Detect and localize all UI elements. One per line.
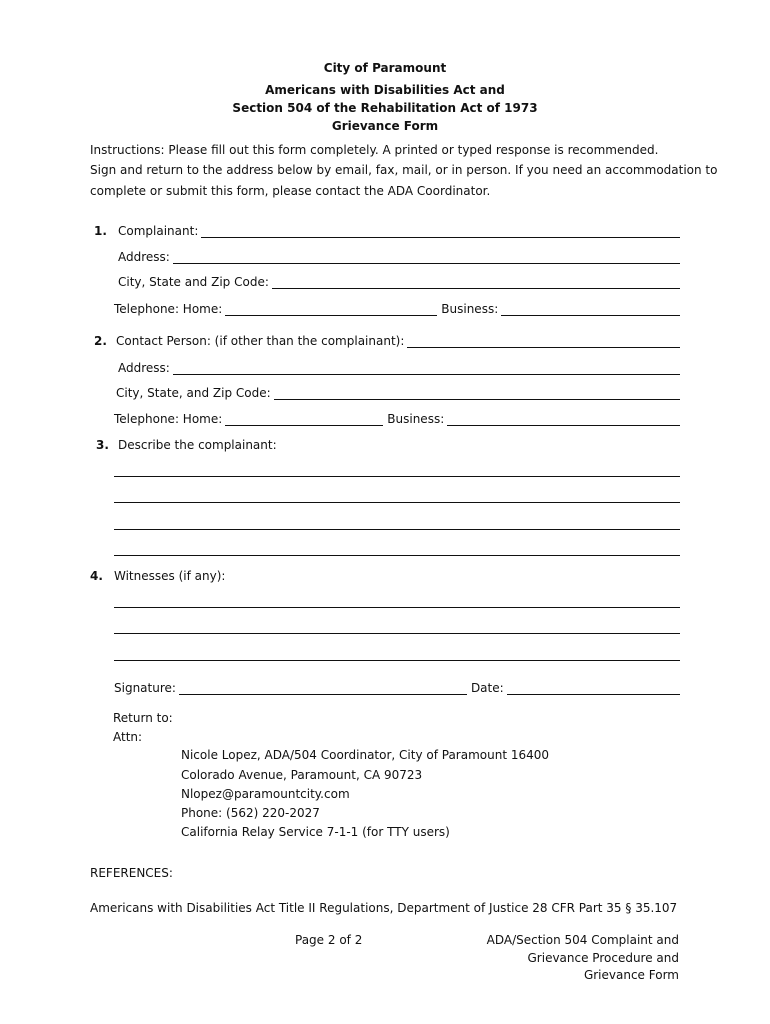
describe-line-2[interactable] <box>114 502 680 503</box>
business-blank[interactable] <box>501 304 680 316</box>
section-3-number: 3. <box>96 438 109 452</box>
city-state-zip-blank[interactable] <box>272 277 680 289</box>
contact-city-label: City, State, and Zip Code: <box>116 386 271 400</box>
date-blank[interactable] <box>507 683 680 695</box>
describe-line-1[interactable] <box>114 476 680 477</box>
references-text: Americans with Disabilities Act Title II Regulations, Department of Justice 28 CFR Part 35 § 35.107 <box>90 901 678 915</box>
telephone-home-blank[interactable] <box>225 304 437 316</box>
describe-line-4[interactable] <box>114 555 680 556</box>
instructions-line-1: Instructions: Please fill out this form completely. A printed or typed response is recommended. <box>90 143 659 157</box>
section-2-number: 2. <box>94 334 107 348</box>
signature-label: Signature: <box>114 681 176 695</box>
describe-line-3[interactable] <box>114 529 680 530</box>
city-heading: City of Paramount <box>323 61 447 75</box>
instructions-line-3: complete or submit this form, please contact the ADA Coordinator. <box>90 184 491 198</box>
attn-label: Attn: <box>113 730 143 744</box>
instructions-line-2: Sign and return to the address below by email, fax, mail, or in person. If you need an accommodation to <box>90 163 718 177</box>
describe-complainant-label: Describe the complainant: <box>118 438 277 452</box>
form-title-line-1: Americans with Disabilities Act and <box>265 83 505 97</box>
form-title-line-2: Section 504 of the Rehabilitation Act of 1973 <box>232 101 538 115</box>
complainant-blank[interactable] <box>201 226 680 238</box>
section-1-number: 1. <box>94 224 107 238</box>
contact-address-label: Address: <box>118 361 170 375</box>
signature-field[interactable] <box>114 681 680 695</box>
phone-line: Phone: (562) 220-2027 <box>181 806 320 820</box>
footer-doc-line-1: ADA/Section 504 Complaint and <box>486 933 679 947</box>
complainant-label: Complainant: <box>118 224 199 238</box>
return-to-label: Return to: <box>113 711 173 725</box>
telephone-home-label: Telephone: Home: <box>114 302 223 316</box>
coordinator-line: Nicole Lopez, ADA/504 Coordinator, City of Paramount 16400 <box>181 748 550 762</box>
witnesses-line-1[interactable] <box>114 607 680 608</box>
contact-person-blank[interactable] <box>407 336 680 348</box>
complainant-address-field[interactable] <box>118 250 680 264</box>
contact-telephone-home-blank[interactable] <box>225 414 383 426</box>
contact-person-field[interactable] <box>116 334 680 348</box>
city-state-zip-label: City, State and Zip Code: <box>118 275 269 289</box>
contact-business-label: Business: <box>387 412 445 426</box>
contact-city-blank[interactable] <box>274 388 680 400</box>
footer-doc-line-2: Grievance Procedure and <box>527 951 679 965</box>
complainant-city-field[interactable] <box>118 275 680 289</box>
witnesses-line-3[interactable] <box>114 660 680 661</box>
contact-city-field[interactable] <box>116 386 680 400</box>
complainant-telephone-field[interactable] <box>114 302 680 316</box>
contact-telephone-home-label: Telephone: Home: <box>114 412 223 426</box>
form-title-line-3: Grievance Form <box>331 119 439 133</box>
contact-person-label: Contact Person: (if other than the complainant): <box>116 334 405 348</box>
section-4-number: 4. <box>90 569 103 583</box>
address-line: Colorado Avenue, Paramount, CA 90723 <box>181 768 423 782</box>
email-link[interactable]: Nlopez@paramountcity.com <box>181 787 350 801</box>
page-number: Page 2 of 2 <box>295 933 363 947</box>
signature-blank[interactable] <box>179 683 467 695</box>
business-label: Business: <box>441 302 499 316</box>
contact-telephone-field[interactable] <box>114 412 680 426</box>
contact-address-field[interactable] <box>118 361 680 375</box>
address-blank[interactable] <box>173 252 680 264</box>
date-label: Date: <box>470 681 504 695</box>
footer-doc-line-3: Grievance Form <box>583 968 679 982</box>
witnesses-label: Witnesses (if any): <box>114 569 226 583</box>
contact-address-blank[interactable] <box>173 363 680 375</box>
witnesses-line-2[interactable] <box>114 633 680 634</box>
relay-service-line: California Relay Service 7-1-1 (for TTY users) <box>181 825 450 839</box>
references-heading: REFERENCES: <box>90 866 173 880</box>
complainant-field[interactable] <box>118 224 680 238</box>
address-label: Address: <box>118 250 170 264</box>
contact-business-blank[interactable] <box>447 414 680 426</box>
